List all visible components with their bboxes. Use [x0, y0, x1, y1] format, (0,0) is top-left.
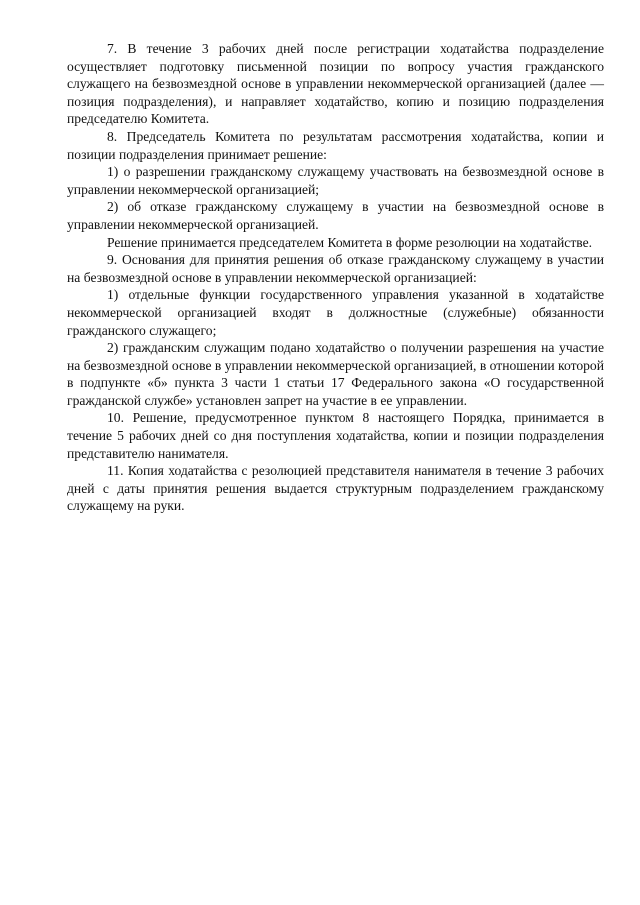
paragraph-10: 10. Решение, предусмотренное пунктом 8 настоящего Порядка, принимается в течение 5 рабочих дней со дня поступления ходатайства, копии и позиции подразделения представителю нанимателя. [67, 410, 604, 461]
document-body [67, 40, 604, 515]
paragraph-9-item-2: 2) гражданским служащим подано ходатайство о получении разрешения на участие на безвозмездной основе в управлении некоммерческой организацией, в отношении которой в подпункте «б» пункта 3 части 1 статьи 17 Федерального закона «О государственной гражданской службе» установлен запрет на участие в ее управлении. [67, 340, 604, 408]
paragraph-7: 7. В течение 3 рабочих дней после регистрации ходатайства подразделение осуществляет подготовку письменной позиции по вопросу участия гражданского служащего на безвозмездной основе в управлении некоммерческой организацией (далее — позиция подразделения), и направляет ходатайство, копию и позицию подразделения председателю Комитета. [67, 41, 604, 127]
paragraph-9: 9. Основания для принятия решения об отказе гражданскому служащему в участии на безвозмездной основе в управлении некоммерческой организацией: [67, 252, 604, 285]
paragraph-8-item-2: 2) об отказе гражданскому служащему в участии на безвозмездной основе в управлении некоммерческой организацией. [67, 199, 604, 232]
paragraph-8-decision-note: Решение принимается председателем Комитета в форме резолюции на ходатайстве. [107, 234, 593, 250]
paragraph-8: 8. Председатель Комитета по результатам рассмотрения ходатайства, копии и позиции подразделения принимает решение: [67, 128, 604, 162]
paragraph-9-item-1: 1) отдельные функции государственного управления указанной в ходатайстве некоммерческой организацией входят в должностные (служебные) обязанности гражданского служащего; [67, 287, 604, 338]
paragraph-8-item-1: 1) о разрешении гражданскому служащему участвовать на безвозмездной основе в управлении некоммерческой организацией; [67, 164, 604, 197]
paragraph-11: 11. Копия ходатайства с резолюцией представителя нанимателя в течение 3 рабочих дней с даты принятия решения выдается структурным подразделением гражданскому служащему на руки. [67, 463, 604, 514]
